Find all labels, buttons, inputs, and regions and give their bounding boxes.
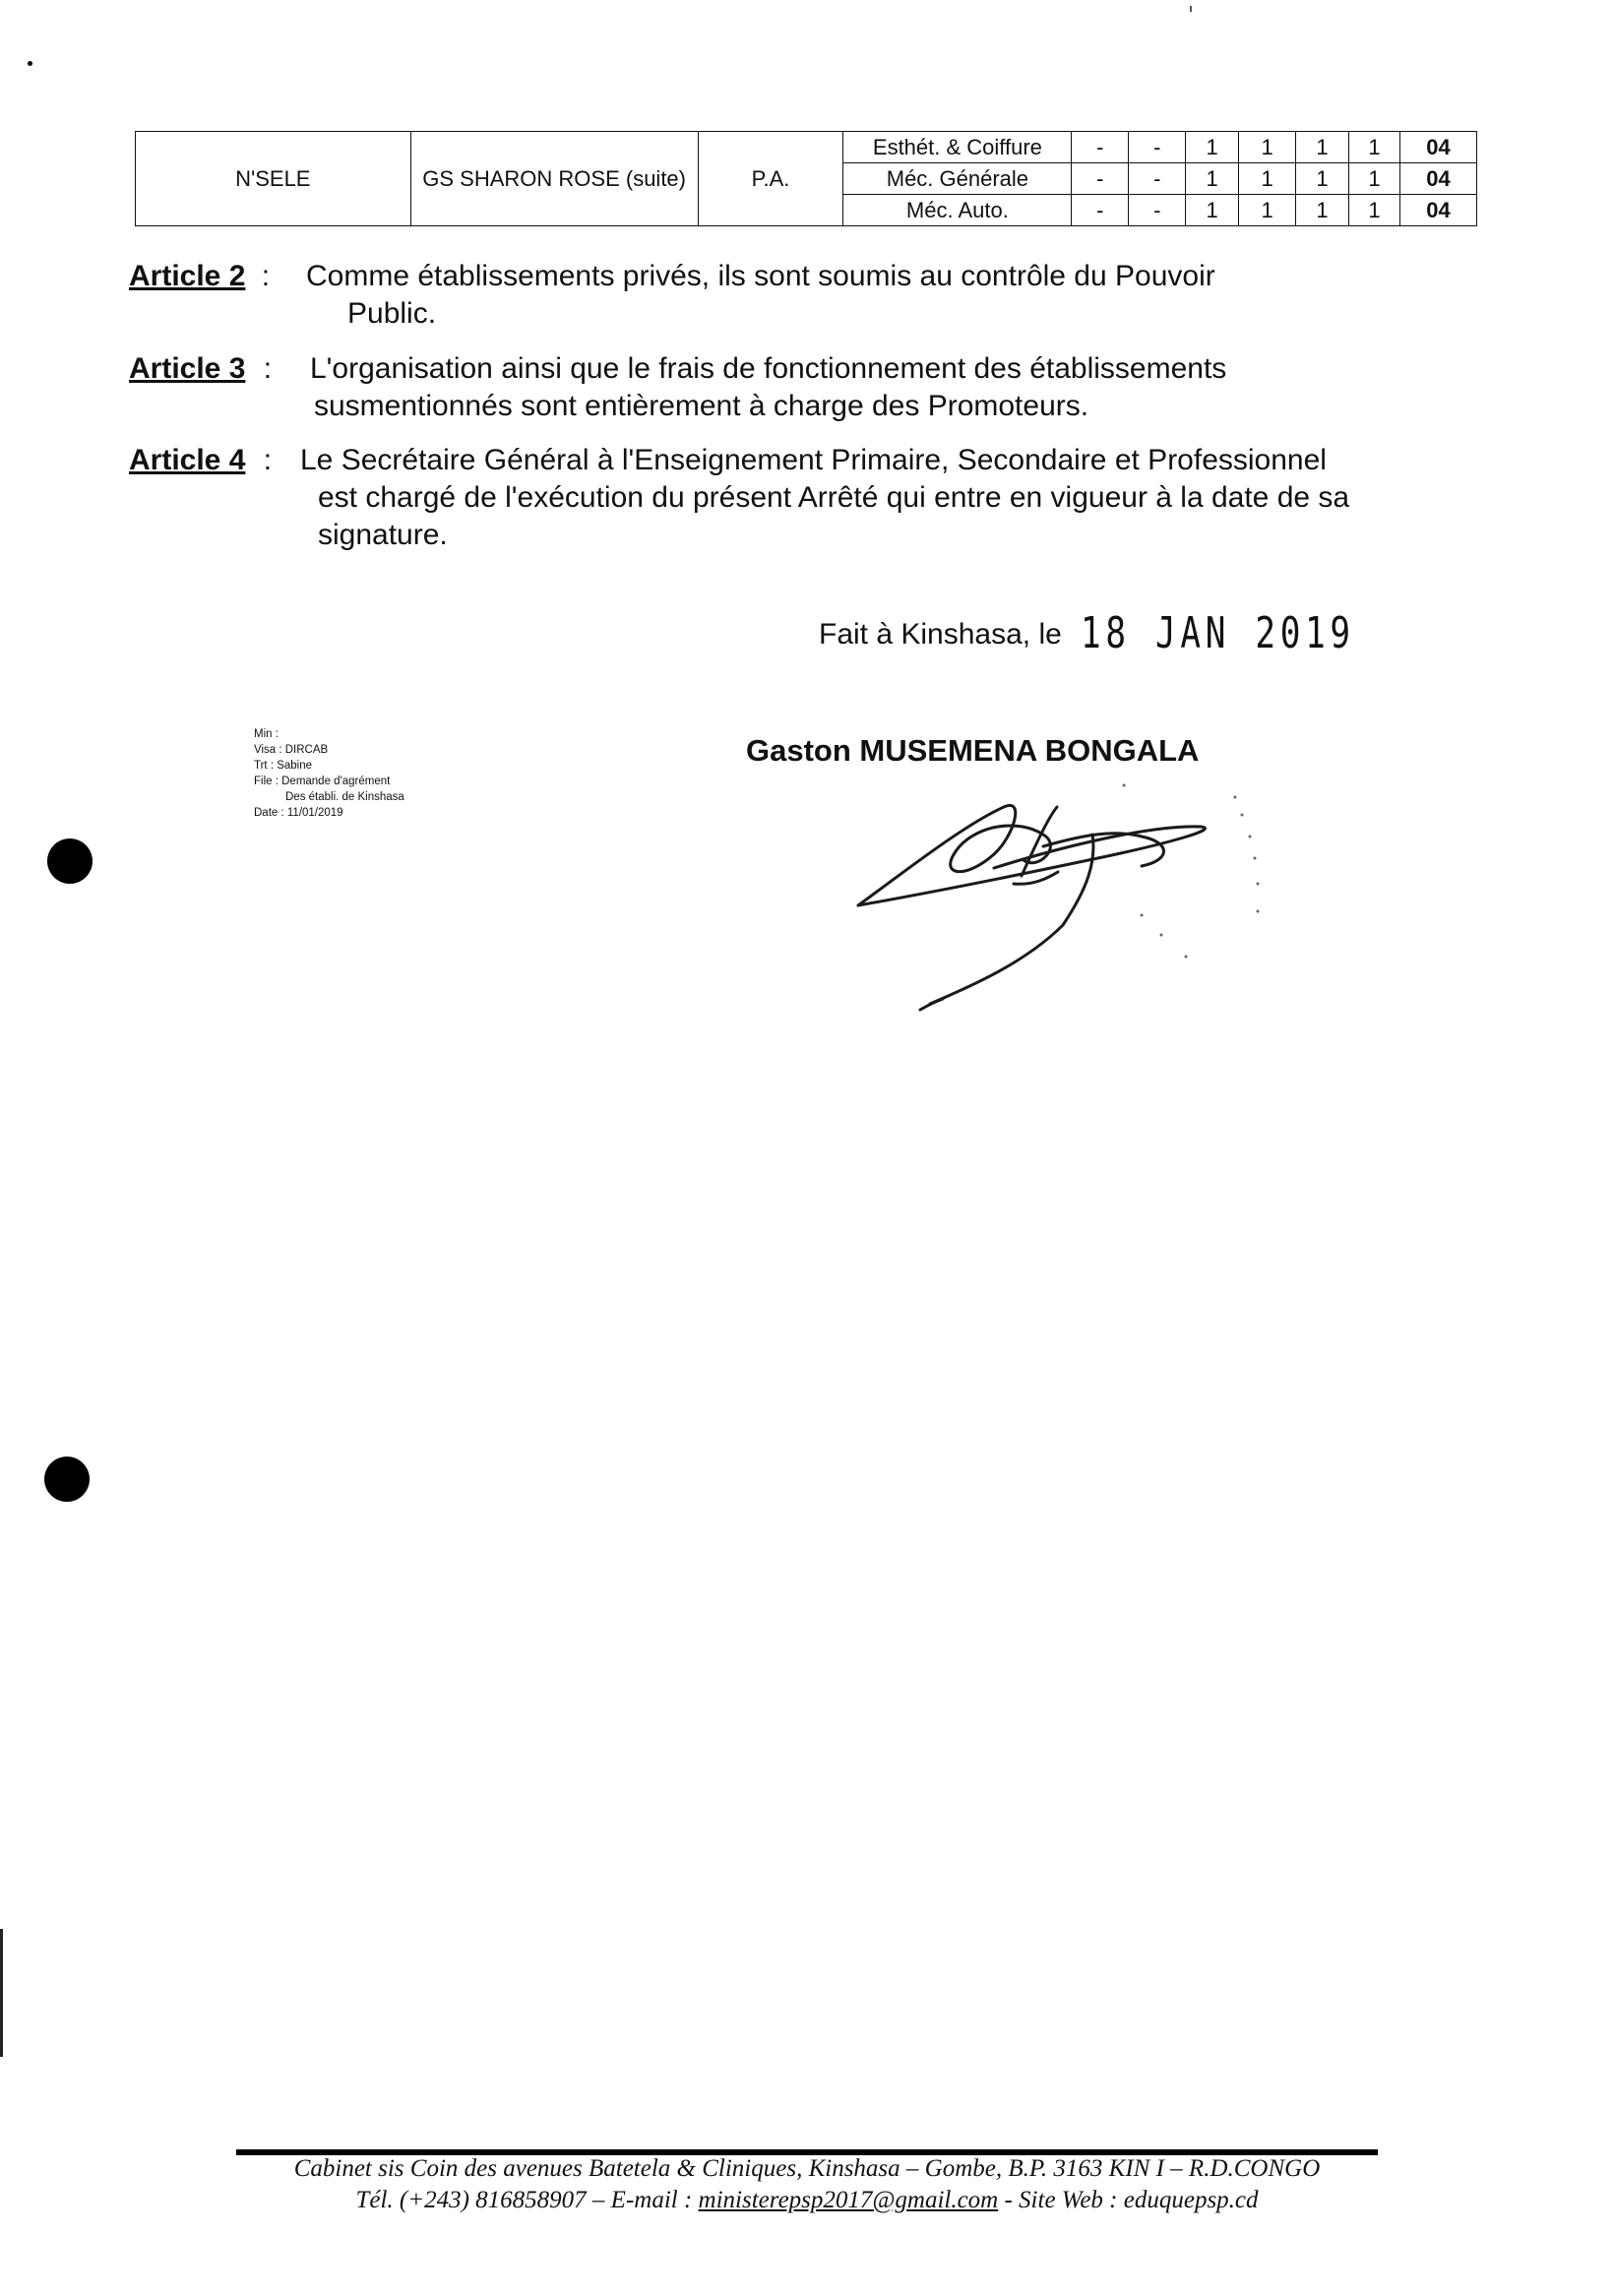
ref-trt: Trt : Sabine	[254, 760, 313, 772]
footer-address: Cabinet sis Coin des avenues Batetela & Cliniques, Kinshasa – Gombe, B.P. 3163 KIN I – R.D.CONGO	[293, 2155, 1321, 2182]
article-label: Article 2	[129, 260, 246, 292]
footer-phone: Tél. (+243) 816858907 – E-mail :	[355, 2187, 693, 2213]
type-cell: P.A.	[698, 132, 843, 226]
punch-hole-bottom	[44, 1457, 90, 1502]
ref-min: Min :	[254, 728, 279, 740]
total-cell: 04	[1399, 132, 1476, 163]
count-cell: -	[1129, 163, 1186, 195]
total-cell: 04	[1399, 195, 1476, 226]
article-line: est chargé de l'exécution du présent Arrêté qui entre en vigueur à la date de sa	[318, 481, 1350, 514]
count-cell: 1	[1349, 163, 1400, 195]
count-cell: 1	[1186, 132, 1239, 163]
count-cell: 1	[1239, 195, 1296, 226]
count-cell: 1	[1349, 195, 1400, 226]
count-cell: -	[1072, 163, 1129, 195]
option-cell: Esthét. & Coiffure	[843, 132, 1072, 163]
reference-block	[254, 726, 404, 821]
count-cell: -	[1072, 132, 1129, 163]
article-colon: :	[263, 352, 273, 385]
article-2	[129, 258, 1215, 330]
footer-contact	[236, 2187, 1378, 2214]
footer-email-link[interactable]: ministerepsp2017@gmail.com	[698, 2187, 999, 2213]
count-cell: 1	[1296, 163, 1349, 195]
article-4	[129, 442, 1350, 551]
district-cell: N'SELE	[136, 132, 411, 226]
count-cell: 1	[1186, 195, 1239, 226]
count-cell: 1	[1239, 132, 1296, 163]
article-colon: :	[263, 444, 273, 476]
scan-tick	[1190, 6, 1192, 12]
ref-visa: Visa : DIRCAB	[254, 744, 329, 756]
scan-dot	[28, 61, 32, 66]
article-label: Article 3	[129, 352, 246, 385]
ref-file: File : Demande d'agrément	[254, 776, 391, 787]
ref-date: Date : 11/01/2019	[254, 807, 343, 819]
scan-edge-line	[0, 1929, 3, 2057]
date-stamp: 18 JAN 2019	[1081, 608, 1355, 658]
article-3	[129, 350, 1227, 422]
count-cell: -	[1072, 195, 1129, 226]
footer-website: - Site Web : eduquepsp.cd	[1004, 2187, 1259, 2213]
count-cell: 1	[1186, 163, 1239, 195]
count-cell: 1	[1296, 132, 1349, 163]
article-line: signature.	[318, 519, 448, 551]
article-line: Public.	[347, 297, 437, 330]
article-line: Le Secrétaire Général à l'Enseignement Primaire, Secondaire et Professionnel	[300, 444, 1327, 476]
place-label: Fait à Kinshasa, le	[819, 618, 1062, 651]
count-cell: 1	[1349, 132, 1400, 163]
article-line: Comme établissements privés, ils sont soumis au contrôle du Pouvoir	[306, 260, 1215, 292]
count-cell: 1	[1296, 195, 1349, 226]
article-label: Article 4	[129, 444, 246, 476]
article-line: L'organisation ainsi que le frais de fonctionnement des établissements	[310, 352, 1227, 385]
option-cell: Méc. Générale	[843, 163, 1072, 195]
punch-hole-top	[47, 838, 93, 884]
article-line: susmentionnés sont entièrement à charge des Promoteurs.	[314, 390, 1089, 422]
signatory-name: Gaston MUSEMENA BONGALA	[746, 733, 1200, 768]
count-cell: -	[1129, 132, 1186, 163]
count-cell: -	[1129, 195, 1186, 226]
table-row	[136, 132, 1477, 163]
article-colon: :	[261, 260, 271, 292]
signature-scribble	[846, 777, 1299, 1024]
schools-table	[135, 131, 1477, 226]
total-cell: 04	[1399, 163, 1476, 195]
option-cell: Méc. Auto.	[843, 195, 1072, 226]
school-cell: GS SHARON ROSE (suite)	[410, 132, 698, 226]
ref-file-detail: Des établi. de Kinshasa	[285, 791, 404, 803]
count-cell: 1	[1239, 163, 1296, 195]
